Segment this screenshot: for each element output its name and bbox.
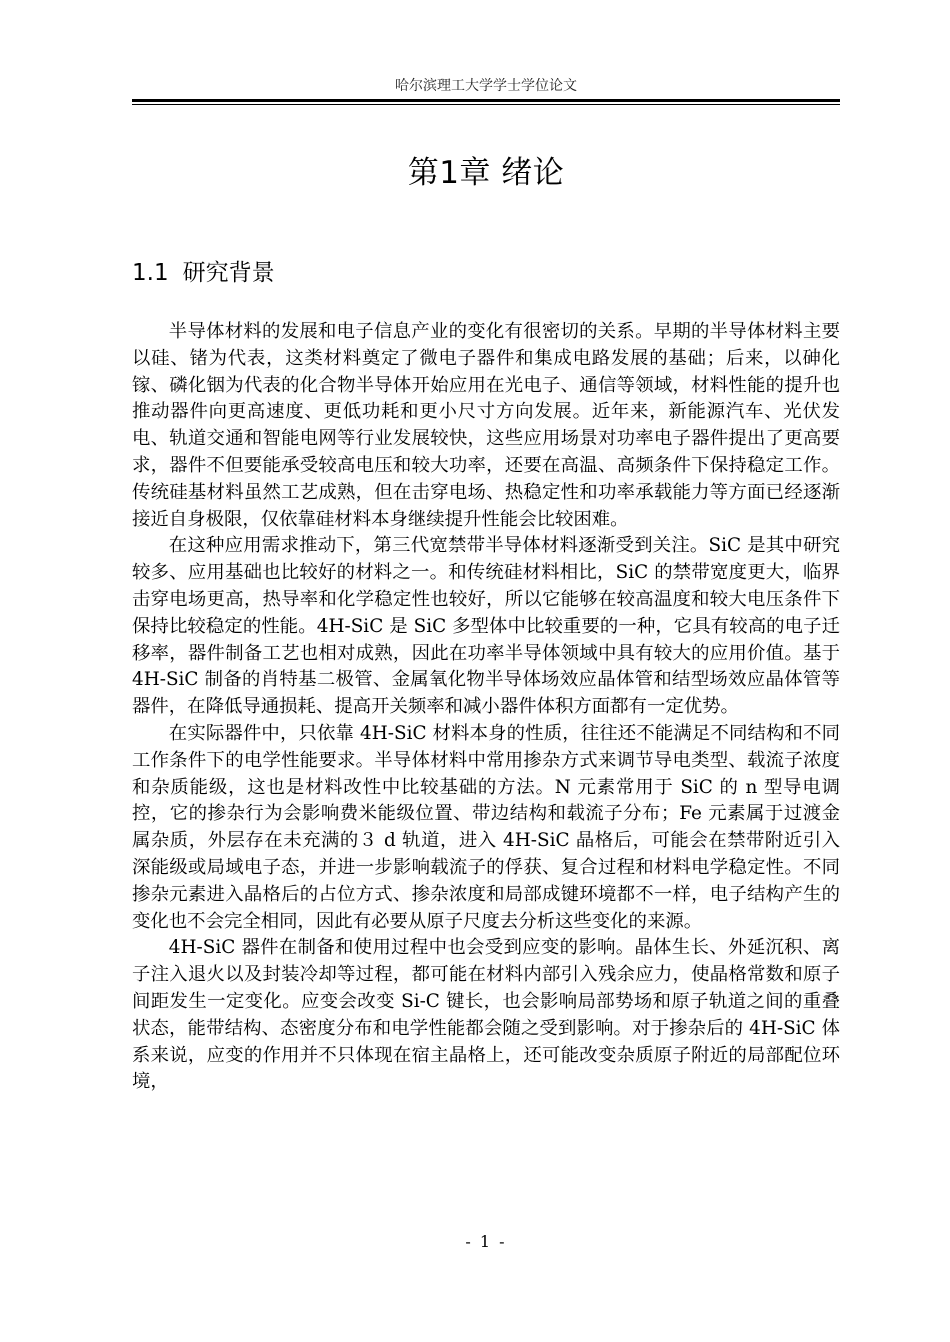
body-text <box>132 319 840 1096</box>
section-title: 研究背景 <box>182 260 275 286</box>
header-rule-thin <box>132 104 840 105</box>
paragraph: 半导体材料的发展和电子信息产业的变化有很密切的关系。早期的半导体材料主要以硅、锗为代表，这类材料奠定了微电子器件和集成电路发展的基础；后来，以砷化镓、磷化铟为代表的化合物半导体开始应用在光电子、通信等领域，材料性能的提升也推动器件向更高速度、更低功耗和更小尺寸方向发展。近年来，新能源汽车、光伏发电、轨道交通和智能电网等行业发展较快，这些应用场景对功率电子器件提出了更高要求，器件不但要能承受较高电压和较大功率，还要在高温、高频条件下保持稳定工作。传统硅基材料虽然工艺成熟，但在击穿电场、热稳定性和功率承载能力等方面已经逐渐接近自身极限，仅依靠硅材料本身继续提升性能会比较困难。 <box>132 321 840 530</box>
chapter-title: 第1章 绪论 <box>407 155 565 191</box>
paragraph: 在实际器件中，只依靠 4H-SiC 材料本身的性质，往往还不能满足不同结构和不同工作条件下的电学性能要求。半导体材料中常用掺杂方式来调节导电类型、载流子浓度和杂质能级，这也是材料改性中比较基础的方法。N 元素常用于 SiC 的 n 型导电调控，它的掺杂行为会影响费米能级位置、带边结构和载流子分布；Fe 元素属于过渡金属杂质，外层存在未充满的３ d 轨道，进入 4H-SiC 晶格后，可能会在禁带附近引入深能级或局域电子态，并进一步影响载流子的俘获、复合过程和材料电学稳定性。不同掺杂元素进入晶格后的占位方式、掺杂浓度和局部成键环境都不一样，电子结构产生的变化也不会完全相同，因此有必要从原子尺度去分析这些变化的来源。 <box>132 722 840 932</box>
page-number: - 1 - <box>465 1232 507 1251</box>
header-rule-thick <box>132 99 840 102</box>
section-number: 1.1 <box>132 260 169 286</box>
paragraph: 4H-SiC 器件在制备和使用过程中也会受到应变的影响。晶体生长、外延沉积、离子注入退火以及封装冷却等过程，都可能在材料内部引入残余应力，使晶格常数和原子间距发生一定变化。应变会改变 Si-C 键长，也会影响局部势场和原子轨道之间的重叠状态，能带结构、态密度分布和电学性能都会随之受到影响。对于掺杂后的 4H-SiC 体系来说，应变的作用并不只体现在宿主晶格上，还可能改变杂质原子附近的局部配位环境， <box>132 937 840 1093</box>
running-header: 哈尔滨理工大学学士学位论文 <box>395 78 577 94</box>
section-heading <box>132 258 275 288</box>
paragraph: 在这种应用需求推动下，第三代宽禁带半导体材料逐渐受到关注。SiC 是其中研究较多、应用基础也比较好的材料之一。和传统硅材料相比，SiC 的禁带宽度更大，临界击穿电场更高，热导率和化学稳定性也较好，所以它能够在较高温度和较大电压条件下保持比较稳定的性能。4H-SiC 是 SiC 多型体中比较重要的一种，它具有较高的电子迁移率，器件制备工艺也相对成熟，因此在功率半导体领域中具有较大的应用价值。基于 4H-SiC 制备的肖特基二极管、金属氧化物半导体场效应晶体管和结型场效应晶体管等器件，在降低导通损耗、提高开关频率和减小器件体积方面都有一定优势。 <box>132 535 840 718</box>
